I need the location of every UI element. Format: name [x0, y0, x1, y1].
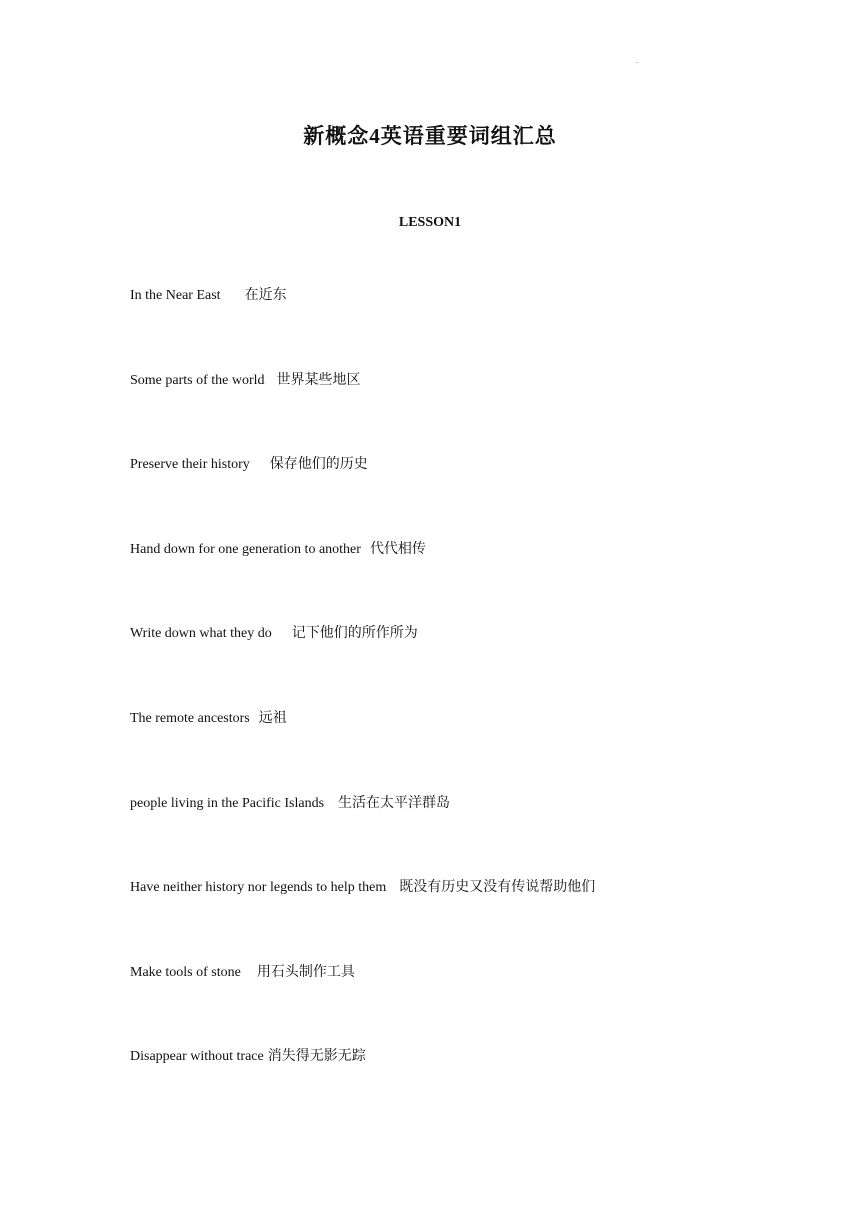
lesson-heading: LESSON1 — [398, 215, 462, 230]
phrase-row — [130, 794, 750, 879]
document-title: 新概念4英语重要词组汇总 — [303, 124, 557, 148]
phrase-chinese: 消失得无影无踪 — [267, 1048, 366, 1065]
phrase-chinese: 既没有历史又没有传说帮助他们 — [399, 879, 596, 896]
phrase-english: Have neither history nor legends to help them — [130, 880, 387, 896]
phrase-row — [130, 1047, 750, 1132]
phrase-english: The remote ancestors — [130, 710, 250, 726]
phrase-chinese: 远祖 — [258, 709, 287, 726]
phrase-english: Disappear without trace — [130, 1049, 264, 1065]
phrase-english: people living in the Pacific Islands — [130, 795, 325, 811]
phrase-english: Some parts of the world — [130, 372, 265, 388]
phrase-chinese: 世界某些地区 — [276, 371, 361, 388]
phrase-chinese: 用石头制作工具 — [256, 963, 355, 980]
phrase-chinese: 生活在太平洋群岛 — [338, 794, 451, 811]
phrase-english: In the Near East — [130, 288, 221, 303]
phrase-list — [130, 286, 750, 1132]
phrase-row — [130, 963, 750, 1048]
phrase-row — [130, 286, 750, 371]
phrase-english: Hand down for one generation to another — [130, 541, 361, 557]
phrase-english: Preserve their history — [130, 457, 250, 473]
phrase-chinese: 记下他们的所作所为 — [291, 625, 418, 642]
phrase-row — [130, 878, 750, 963]
phrase-english: Write down what they do — [130, 626, 272, 642]
phrase-english: Make tools of stone — [130, 964, 241, 980]
phrase-row — [130, 371, 750, 456]
phrase-row — [130, 709, 750, 794]
phrase-row — [130, 624, 750, 709]
phrase-chinese: 保存他们的历史 — [269, 456, 368, 473]
phrase-chinese: 代代相传 — [369, 540, 426, 557]
phrase-row — [130, 540, 750, 625]
phrase-chinese: 在近东 — [244, 287, 287, 303]
phrase-row — [130, 455, 750, 540]
corner-mark: . — [636, 56, 638, 65]
